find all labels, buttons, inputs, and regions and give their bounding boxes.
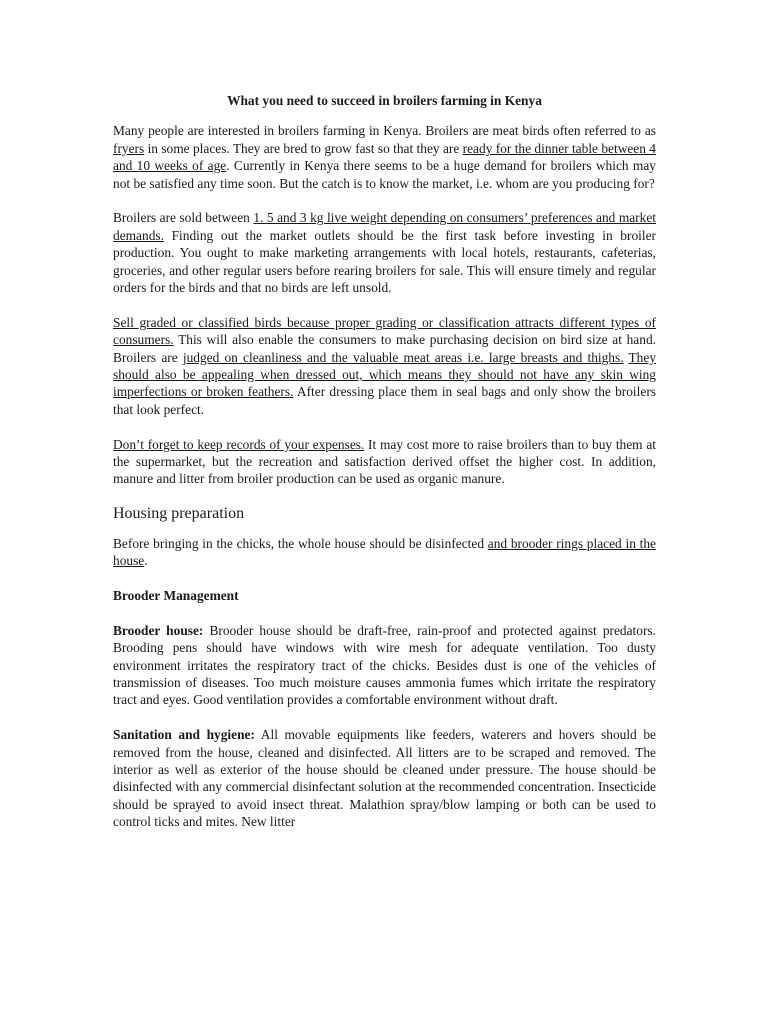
paragraph-intro [113,122,656,192]
document-page [113,92,656,848]
text: Brooder house should be draft-free, rain-proof and protected against predators. Brooding pens should have windows with wire mesh for adequate ventilation. Too dusty environment irritates the respiratory tract of the chicks. Besides dust is one of the vehicles of transmission of diseases. Too much moisture causes ammonia fumes which irritate the respiratory tract and eyes. Good ventilation provides a comfortable environment without draft. [113,622,656,708]
text: Broilers are sold between [113,210,254,226]
underlined-text: Sell graded or classified birds because proper grading or classification attracts different types of consumers. [113,314,656,348]
text: in some places. They are bred to grow fast so that they are [144,140,463,156]
paragraph-weight [113,209,656,296]
paragraph-records [113,436,656,488]
underlined-text: Don’t forget to keep records of your expenses. [113,436,365,452]
text: . [144,553,148,569]
text: This will also enable the consumers to make purchasing decision on bird size at hand. Broilers are [113,332,656,365]
heading-brooder-management: Brooder Management [113,587,239,603]
bold-lead: Brooder house: [113,622,204,638]
text: Before bringing in the chicks, the whole house should be disinfected [113,535,488,551]
underlined-text: judged on cleanliness and the valuable meat areas i.e. large breasts and thighs. [182,349,624,365]
text: Many people are interested in broilers farming in Kenya. Broilers are meat birds often referred to as [113,123,656,139]
text: After dressing place them in seal bags and only show the broilers that look perfect. [113,384,656,417]
heading-housing-preparation: Housing preparation [113,505,245,523]
underlined-text: 1. 5 and 3 kg live weight depending on consumers’ preferences and market demands. [113,210,657,243]
bold-lead: Sanitation and hygiene: [113,727,255,743]
paragraph-sanitation [113,726,656,830]
underlined-text: and brooder rings placed in the house [113,535,656,569]
paragraph-grading [113,314,656,418]
underlined-text: fryers [113,140,145,156]
text: Finding out the market outlets should be the first task before investing in broiler production. You ought to make marketing arrangements with local hotels, restaurants, cafeterias, groceries, and other regular users before rearing broilers for sale. This will ensure timely and regular orders for the birds and that no birds are left unsold. [113,227,656,296]
text: It may cost more to raise broilers than to buy them at the supermarket, but the recreation and satisfaction derived offset the higher cost. In addition, manure and litter from broiler production can be used as organic manure. [113,436,656,487]
paragraph-disinfect [113,535,656,570]
underlined-text: They should also be appealing when dressed out, which means they should not have any skin wing imperfections or broken feathers. [113,349,657,400]
document-title: What you need to succeed in broilers farming in Kenya [227,93,542,108]
text: All movable equipments like feeders, waterers and hovers should be removed from the house, cleaned and disinfected. All litters are to be scraped and removed. The interior as well as exterior of the house should be cleaned under pressure. The house should be disinfected with any commercial disinfectant solution at the recommended concentration. Insecticide should be sprayed to avoid insect threat. Malathion spray/blow lamping or both can be used to control ticks and mites. New litter [113,727,656,830]
text: . Currently in Kenya there seems to be a huge demand for broilers which may not be satisfied any time soon. But the catch is to know the market, i.e. whom are you producing for? [113,158,656,191]
underlined-text: ready for the dinner table between 4 and 10 weeks of age [113,140,656,174]
paragraph-brooder-house [113,622,656,709]
